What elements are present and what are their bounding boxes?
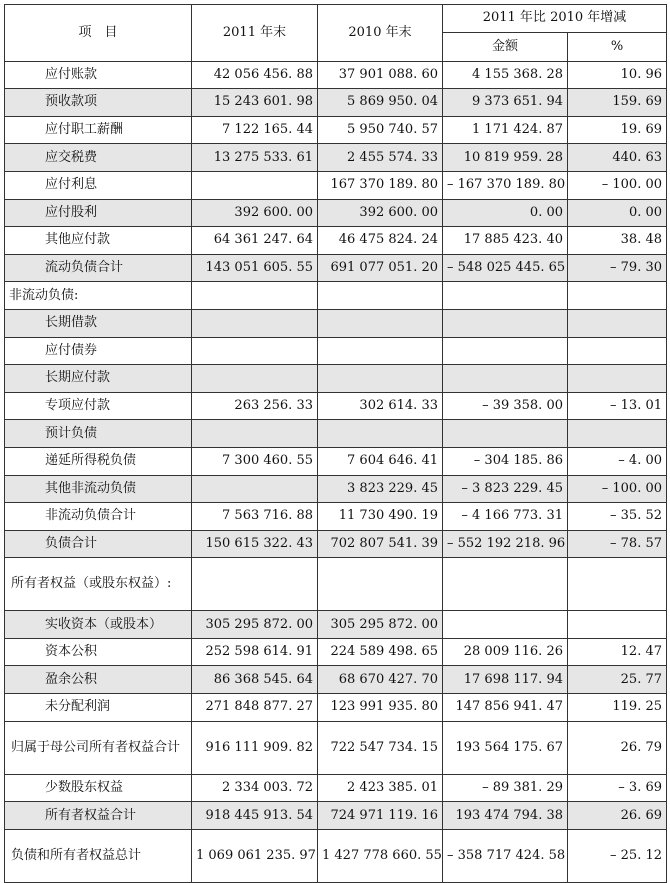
change-pct: 25. 77 xyxy=(568,666,667,694)
change-pct xyxy=(568,282,667,310)
table-row xyxy=(5,829,667,882)
change-pct: – 100. 00 xyxy=(568,171,667,199)
header-item: 项 目 xyxy=(5,5,192,62)
table-row xyxy=(5,61,667,89)
value-2010 xyxy=(318,309,443,337)
table-row xyxy=(5,802,667,830)
section-label: 所有者权益（或股东权益）: xyxy=(5,558,192,611)
header-2011: 2011 年末 xyxy=(192,5,318,62)
change-amount: 10 819 959. 28 xyxy=(443,144,568,172)
table-row xyxy=(5,144,667,172)
value-2011: 86 368 545. 64 xyxy=(192,666,318,694)
row-label: 所有者权益合计 xyxy=(5,802,192,830)
balance-sheet-table-container xyxy=(4,4,667,883)
row-label: 预收款项 xyxy=(5,89,192,117)
table-row xyxy=(5,774,667,802)
value-2010: 7 604 646. 41 xyxy=(318,447,443,475)
row-label: 实收资本（或股本） xyxy=(5,611,192,639)
row-label: 少数股东权益 xyxy=(5,774,192,802)
value-2011: 7 563 716. 88 xyxy=(192,503,318,531)
change-amount xyxy=(443,337,568,365)
value-2010: 167 370 189. 80 xyxy=(318,171,443,199)
row-label: 应付账款 xyxy=(5,61,192,89)
table-row xyxy=(5,611,667,639)
value-2011 xyxy=(192,282,318,310)
change-pct xyxy=(568,558,667,611)
table-row xyxy=(5,558,667,611)
change-pct: – 13. 01 xyxy=(568,392,667,420)
row-label: 长期借款 xyxy=(5,309,192,337)
header-amount: 金额 xyxy=(443,32,568,61)
table-row xyxy=(5,447,667,475)
value-2011: 143 051 605. 55 xyxy=(192,254,318,282)
value-2010: 722 547 734. 15 xyxy=(318,721,443,774)
value-2010: 11 730 490. 19 xyxy=(318,503,443,531)
change-pct: 38. 48 xyxy=(568,227,667,255)
change-pct: 26. 69 xyxy=(568,802,667,830)
value-2010: 691 077 051. 20 xyxy=(318,254,443,282)
change-amount: 193 564 175. 67 xyxy=(443,721,568,774)
change-pct xyxy=(568,611,667,639)
value-2010: 5 950 740. 57 xyxy=(318,116,443,144)
change-pct: 12. 47 xyxy=(568,638,667,666)
change-amount: – 167 370 189. 80 xyxy=(443,171,568,199)
section-label: 非流动负债: xyxy=(5,282,192,310)
row-label: 应付职工薪酬 xyxy=(5,116,192,144)
row-label: 应交税费 xyxy=(5,144,192,172)
change-pct xyxy=(568,420,667,448)
table-row xyxy=(5,694,667,722)
value-2010: 3 823 229. 45 xyxy=(318,475,443,503)
value-2011 xyxy=(192,365,318,393)
table-row xyxy=(5,475,667,503)
change-amount: – 39 358. 00 xyxy=(443,392,568,420)
table-row xyxy=(5,337,667,365)
value-2011: 150 615 322. 43 xyxy=(192,530,318,558)
change-pct: 26. 79 xyxy=(568,721,667,774)
table-row xyxy=(5,89,667,117)
value-2011: 7 122 165. 44 xyxy=(192,116,318,144)
table-row xyxy=(5,530,667,558)
value-2011: 392 600. 00 xyxy=(192,199,318,227)
value-2010: 5 869 950. 04 xyxy=(318,89,443,117)
value-2010: 46 475 824. 24 xyxy=(318,227,443,255)
row-label: 未分配利润 xyxy=(5,694,192,722)
table-row xyxy=(5,392,667,420)
value-2011: 7 300 460. 55 xyxy=(192,447,318,475)
value-2010: 702 807 541. 39 xyxy=(318,530,443,558)
balance-sheet-table xyxy=(4,4,667,883)
row-label: 流动负债合计 xyxy=(5,254,192,282)
row-label: 其他应付款 xyxy=(5,227,192,255)
change-pct: 10. 96 xyxy=(568,61,667,89)
change-amount: 4 155 368. 28 xyxy=(443,61,568,89)
change-pct: 159. 69 xyxy=(568,89,667,117)
value-2010: 305 295 872. 00 xyxy=(318,611,443,639)
header-pct: % xyxy=(568,32,667,61)
change-amount: 9 373 651. 94 xyxy=(443,89,568,117)
table-row xyxy=(5,282,667,310)
change-pct: – 100. 00 xyxy=(568,475,667,503)
change-amount: 147 856 941. 47 xyxy=(443,694,568,722)
row-label: 盈余公积 xyxy=(5,666,192,694)
row-label: 应付债券 xyxy=(5,337,192,365)
value-2010: 37 901 088. 60 xyxy=(318,61,443,89)
change-amount xyxy=(443,309,568,337)
change-pct: – 35. 52 xyxy=(568,503,667,531)
header-2010: 2010 年末 xyxy=(318,5,443,62)
change-amount: 17 885 423. 40 xyxy=(443,227,568,255)
table-row xyxy=(5,254,667,282)
value-2011 xyxy=(192,558,318,611)
change-amount xyxy=(443,365,568,393)
value-2010: 224 589 498. 65 xyxy=(318,638,443,666)
value-2010: 392 600. 00 xyxy=(318,199,443,227)
value-2011: 263 256. 33 xyxy=(192,392,318,420)
row-label: 专项应付款 xyxy=(5,392,192,420)
change-amount: – 304 185. 86 xyxy=(443,447,568,475)
value-2011 xyxy=(192,337,318,365)
change-amount: – 548 025 445. 65 xyxy=(443,254,568,282)
table-row xyxy=(5,365,667,393)
table-row xyxy=(5,199,667,227)
change-pct: – 25. 12 xyxy=(568,829,667,882)
value-2010: 68 670 427. 70 xyxy=(318,666,443,694)
table-row xyxy=(5,666,667,694)
change-pct: – 3. 69 xyxy=(568,774,667,802)
table-row xyxy=(5,420,667,448)
table-row xyxy=(5,503,667,531)
table-row xyxy=(5,227,667,255)
value-2011: 42 056 456. 88 xyxy=(192,61,318,89)
change-amount xyxy=(443,282,568,310)
value-2011: 271 848 877. 27 xyxy=(192,694,318,722)
value-2011 xyxy=(192,171,318,199)
value-2010: 2 455 574. 33 xyxy=(318,144,443,172)
change-pct: – 79. 30 xyxy=(568,254,667,282)
change-amount: – 3 823 229. 45 xyxy=(443,475,568,503)
change-pct: 440. 63 xyxy=(568,144,667,172)
change-pct xyxy=(568,337,667,365)
change-amount: – 552 192 218. 96 xyxy=(443,530,568,558)
row-label: 资本公积 xyxy=(5,638,192,666)
change-amount: – 4 166 773. 31 xyxy=(443,503,568,531)
row-label: 预计负债 xyxy=(5,420,192,448)
change-pct xyxy=(568,365,667,393)
change-pct: 0. 00 xyxy=(568,199,667,227)
row-label: 负债合计 xyxy=(5,530,192,558)
value-2010: 1 427 778 660. 55 xyxy=(318,829,443,882)
value-2010 xyxy=(318,420,443,448)
change-pct xyxy=(568,309,667,337)
change-amount xyxy=(443,558,568,611)
value-2011: 15 243 601. 98 xyxy=(192,89,318,117)
value-2011 xyxy=(192,309,318,337)
change-pct: 19. 69 xyxy=(568,116,667,144)
table-row xyxy=(5,171,667,199)
value-2011: 916 111 909. 82 xyxy=(192,721,318,774)
row-label: 递延所得税负债 xyxy=(5,447,192,475)
value-2010: 724 971 119. 16 xyxy=(318,802,443,830)
change-pct: – 4. 00 xyxy=(568,447,667,475)
value-2010 xyxy=(318,558,443,611)
change-pct: – 78. 57 xyxy=(568,530,667,558)
table-row xyxy=(5,638,667,666)
row-label: 长期应付款 xyxy=(5,365,192,393)
value-2011 xyxy=(192,420,318,448)
value-2010: 302 614. 33 xyxy=(318,392,443,420)
value-2011: 305 295 872. 00 xyxy=(192,611,318,639)
change-amount: 17 698 117. 94 xyxy=(443,666,568,694)
change-amount: 0. 00 xyxy=(443,199,568,227)
table-row xyxy=(5,721,667,774)
change-amount: 193 474 794. 38 xyxy=(443,802,568,830)
value-2011: 13 275 533. 61 xyxy=(192,144,318,172)
row-label: 其他非流动负债 xyxy=(5,475,192,503)
value-2011: 252 598 614. 91 xyxy=(192,638,318,666)
row-label: 应付利息 xyxy=(5,171,192,199)
value-2010: 123 991 935. 80 xyxy=(318,694,443,722)
change-amount xyxy=(443,611,568,639)
header-change: 2011 年比 2010 年增减 xyxy=(443,5,667,33)
change-amount: 28 009 116. 26 xyxy=(443,638,568,666)
change-amount: 1 171 424. 87 xyxy=(443,116,568,144)
value-2011: 918 445 913. 54 xyxy=(192,802,318,830)
value-2010 xyxy=(318,282,443,310)
table-row xyxy=(5,116,667,144)
change-pct: 119. 25 xyxy=(568,694,667,722)
value-2010 xyxy=(318,337,443,365)
row-label: 应付股利 xyxy=(5,199,192,227)
change-amount: – 358 717 424. 58 xyxy=(443,829,568,882)
value-2011: 64 361 247. 64 xyxy=(192,227,318,255)
value-2011: 1 069 061 235. 97 xyxy=(192,829,318,882)
change-amount xyxy=(443,420,568,448)
table-row xyxy=(5,309,667,337)
change-amount: – 89 381. 29 xyxy=(443,774,568,802)
row-label: 负债和所有者权益总计 xyxy=(5,829,192,882)
value-2010: 2 423 385. 01 xyxy=(318,774,443,802)
value-2010 xyxy=(318,365,443,393)
value-2011: 2 334 003. 72 xyxy=(192,774,318,802)
row-label: 非流动负债合计 xyxy=(5,503,192,531)
row-label: 归属于母公司所有者权益合计 xyxy=(5,721,192,774)
value-2011 xyxy=(192,475,318,503)
